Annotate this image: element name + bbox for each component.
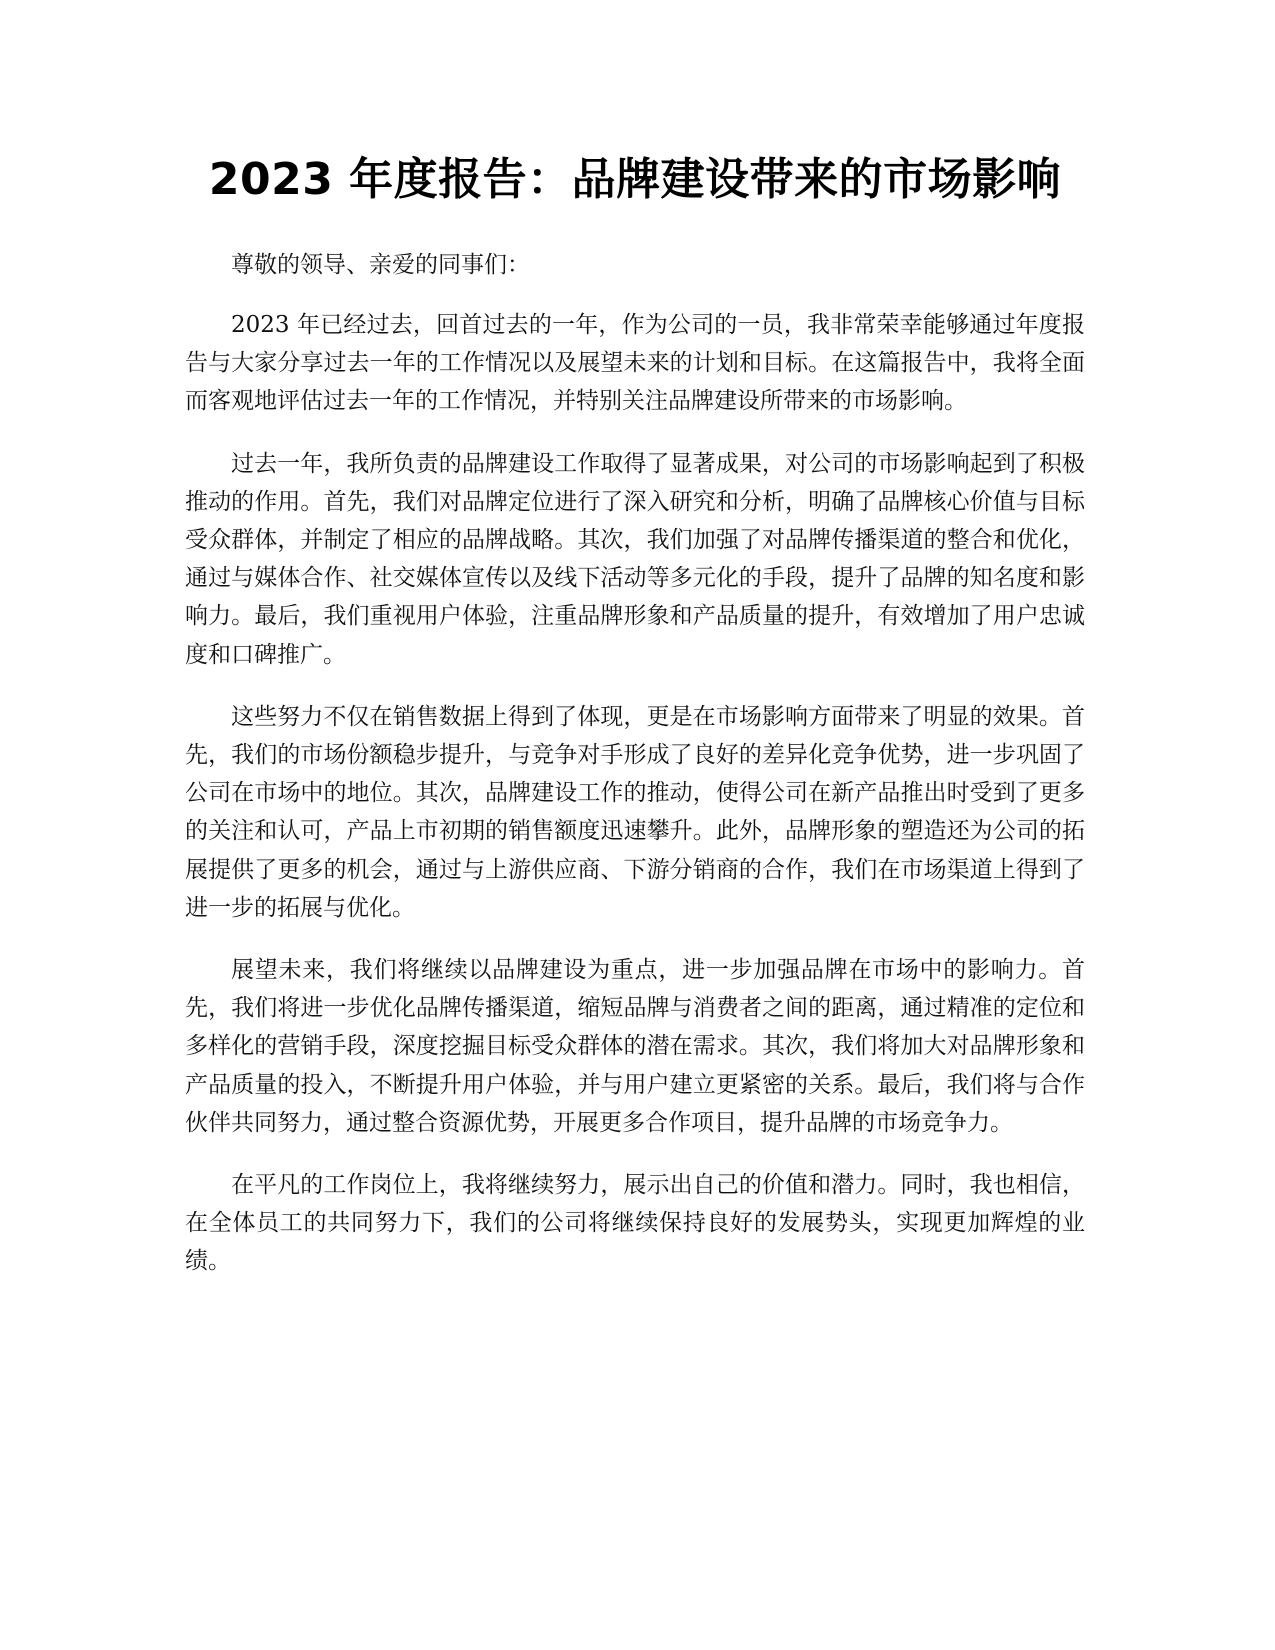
salutation: 尊敬的领导、亲爱的同事们： xyxy=(231,252,530,278)
paragraph-intro: 2023 年已经过去，回首过去的一年，作为公司的一员，我非常荣幸能够通过年度报告与大家分享过去一年的工作情况以及展望未来的计划和目标。在这篇报告中，我将全面而客观地评估过去一年的工作情况，并特别关注品牌建设所带来的市场影响。 xyxy=(185,312,1085,415)
paragraph-closing: 在平凡的工作岗位上，我将继续努力，展示出自己的价值和潜力。同时，我也相信，在全体员工的共同努力下，我们的公司将继续保持良好的发展势头，实现更加辉煌的业绩。 xyxy=(185,1172,1085,1275)
paragraph-market-effects: 这些努力不仅在销售数据上得到了体现，更是在市场影响方面带来了明显的效果。首先，我们的市场份额稳步提升，与竞争对手形成了良好的差异化竞争优势，进一步巩固了公司在市场中的地位。其次，品牌建设工作的推动，使得公司在新产品推出时受到了更多的关注和认可，产品上市初期的销售额度迅速攀升。此外，品牌形象的塑造还为公司的拓展提供了更多的机会，通过与上游供应商、下游分销商的合作，我们在市场渠道上得到了进一步的拓展与优化。 xyxy=(185,703,1085,921)
document-title: 2023 年度报告：品牌建设带来的市场影响 xyxy=(208,154,1062,205)
paragraph-outlook: 展望未来，我们将继续以品牌建设为重点，进一步加强品牌在市场中的影响力。首先，我们将进一步优化品牌传播渠道，缩短品牌与消费者之间的距离，通过精准的定位和多样化的营销手段，深度挖掘目标受众群体的潜在需求。其次，我们将加大对品牌形象和产品质量的投入，不断提升用户体验，并与用户建立更紧密的关系。最后，我们将与合作伙伴共同努力，通过整合资源优势，开展更多合作项目，提升品牌的市场竞争力。 xyxy=(185,957,1085,1136)
paragraph-achievements: 过去一年，我所负责的品牌建设工作取得了显著成果，对公司的市场影响起到了积极推动的作用。首先，我们对品牌定位进行了深入研究和分析，明确了品牌核心价值与目标受众群体，并制定了相应的品牌战略。其次，我们加强了对品牌传播渠道的整合和优化，通过与媒体合作、社交媒体宣传以及线下活动等多元化的手段，提升了品牌的知名度和影响力。最后，我们重视用户体验，注重品牌形象和产品质量的提升，有效增加了用户忠诚度和口碑推广。 xyxy=(185,450,1085,668)
document-body xyxy=(185,306,1085,1305)
